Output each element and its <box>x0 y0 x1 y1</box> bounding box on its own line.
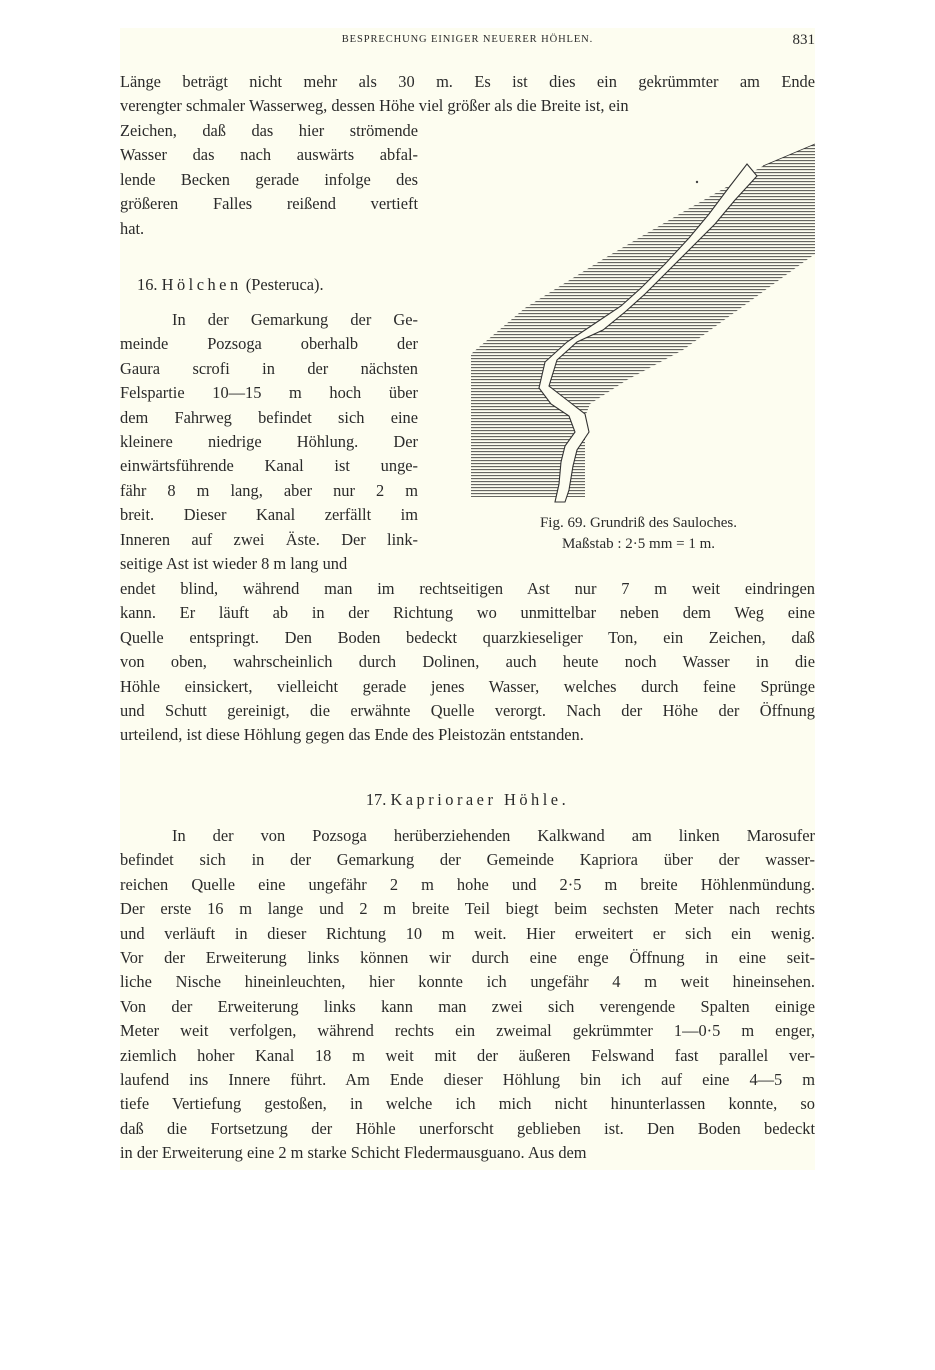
text-line: Felspartie 10—15 m hoch über <box>120 383 418 403</box>
text-line: Meter weit verfolgen, während rechts ein zweimal gekrümmter 1—0·5 m enger, <box>120 1021 815 1041</box>
text-line: Quelle entspringt. Den Boden bedeckt quarzkieseliger Ton, ein Zeichen, daß <box>120 627 815 647</box>
page-number: 831 <box>792 32 815 48</box>
paragraph-17 <box>120 824 815 1166</box>
text-line: lende Becken gerade infolge des <box>120 169 418 189</box>
text-line: liche Nische hineinleuchten, hier konnte ich ungefähr 4 m weit hineinsehen. <box>120 972 815 992</box>
text-line: Länge beträgt nicht mehr als 30 m. Es ist dies ein gekrümmter am Ende <box>120 72 815 91</box>
text-line: kann. Er läuft ab in der Richtung wo unmittelbar neben dem Weg eine <box>120 603 815 623</box>
section-alt-name: (Pesteruca). <box>245 275 324 294</box>
book-page <box>120 28 815 1170</box>
figure-caption-scale: Maßstab : 2·5 mm = 1 m. <box>561 536 716 552</box>
text-line: ziemlich hoher Kanal 18 m weit mit der äußeren Felswand fast parallel ver- <box>120 1045 815 1065</box>
section-title: Hölchen <box>161 275 242 294</box>
text-line: Vor der Erweiterung links können wir durch eine enge Öffnung in eine seit- <box>120 948 815 968</box>
text-line: meinde Pozsoga oberhalb der <box>120 334 418 354</box>
text-line: Höhle einsickert, vielleicht gerade jenes Wasser, welches durch feine Sprünge <box>120 676 815 696</box>
section-heading-17 <box>120 788 815 812</box>
text-line: dem Fahrweg befindet sich eine <box>120 407 418 427</box>
text-line: reichen Quelle eine ungefähr 2 m hohe und 2·5 m breite Höhlenmündung. <box>120 874 815 894</box>
text-line: und verläuft in dieser Richtung 10 m weit. Hier erweitert er sich ein wenig. <box>120 923 815 943</box>
text-line: hat. <box>120 218 145 238</box>
text-line: seitige Ast ist wieder 8 m lang und <box>120 554 348 574</box>
text-line: Wasser das nach auswärts abfal- <box>120 145 418 165</box>
page-header <box>120 32 815 52</box>
text-line: In der von Pozsoga herüberziehenden Kalkwand am linken Marosufer <box>172 826 815 845</box>
section-title: Kaprioraer Höhle. <box>390 790 570 809</box>
text-line: verengter schmaler Wasserweg, dessen Höhe viel größer als die Breite ist, ein <box>120 96 629 116</box>
text-line: einwärtsführende Kanal ist unge- <box>120 456 418 476</box>
text-line: Zeichen, daß das hier strömende <box>120 121 418 140</box>
text-line: und Schutt gereinigt, die erwähnte Quelle verorgt. Nach der Höhe der Öffnung <box>120 701 815 721</box>
text-line: fähr 8 m lang, aber nur 2 m <box>120 480 418 500</box>
text-line: befindet sich in der Gemarkung der Gemeinde Kapriora über der wasser- <box>120 850 815 870</box>
text-line: endet blind, während man im rechtseitigen Ast nur 7 m weit eindringen <box>120 579 815 598</box>
paragraph-full-16 <box>120 577 815 748</box>
figure-caption-title: Fig. 69. Grundriß des Sauloches. <box>539 515 738 531</box>
paragraph-top <box>120 70 815 119</box>
text-line: laufend ins Innere führt. Am Ende dieser Höhlung bin ich auf eine 4—5 m <box>120 1070 815 1090</box>
section-number: 16. <box>137 275 158 294</box>
text-line: In der Gemarkung der Ge- <box>172 310 418 329</box>
text-line: daß die Fortsetzung der Höhle unerforscht geblieben ist. Den Boden bedeckt <box>120 1118 815 1138</box>
text-line: Inneren auf zwei Äste. Der link- <box>120 529 418 549</box>
text-line: von oben, wahrscheinlich durch Dolinen, auch heute noch Wasser in die <box>120 652 815 672</box>
running-head: BESPRECHUNG EINIGER NEUERER HÖHLEN. <box>341 34 594 45</box>
paragraph-side-2 <box>120 308 418 576</box>
text-line: Gaura scrofi in der nächsten <box>120 358 418 378</box>
text-line: tiefe Vertiefung gestoßen, in welche ich mich nicht hinunterlassen konnte, so <box>120 1094 815 1114</box>
text-line: größeren Falles reißend vertieft <box>120 194 418 214</box>
text-line: urteilend, ist diese Höhlung gegen das Ende des Pleistozän entstanden. <box>120 725 584 745</box>
text-line: in der Erweiterung eine 2 m starke Schicht Fledermausguano. Aus dem <box>120 1143 587 1163</box>
cave-ground-plan-figure <box>465 142 815 542</box>
figure-caption <box>456 513 821 555</box>
text-line: Von der Erweiterung links kann man zwei sich verengende Spalten einige <box>120 996 815 1016</box>
section-number: 17. <box>365 790 387 809</box>
paragraph-side-1 <box>120 119 418 241</box>
section-heading-16 <box>137 273 437 297</box>
text-line: kleinere niedrige Höhlung. Der <box>120 432 418 452</box>
text-line: breit. Dieser Kanal zerfällt im <box>120 505 418 525</box>
text-line: Der erste 16 m lange und 2 m breite Teil biegt beim sechsten Meter nach rechts <box>120 899 815 919</box>
